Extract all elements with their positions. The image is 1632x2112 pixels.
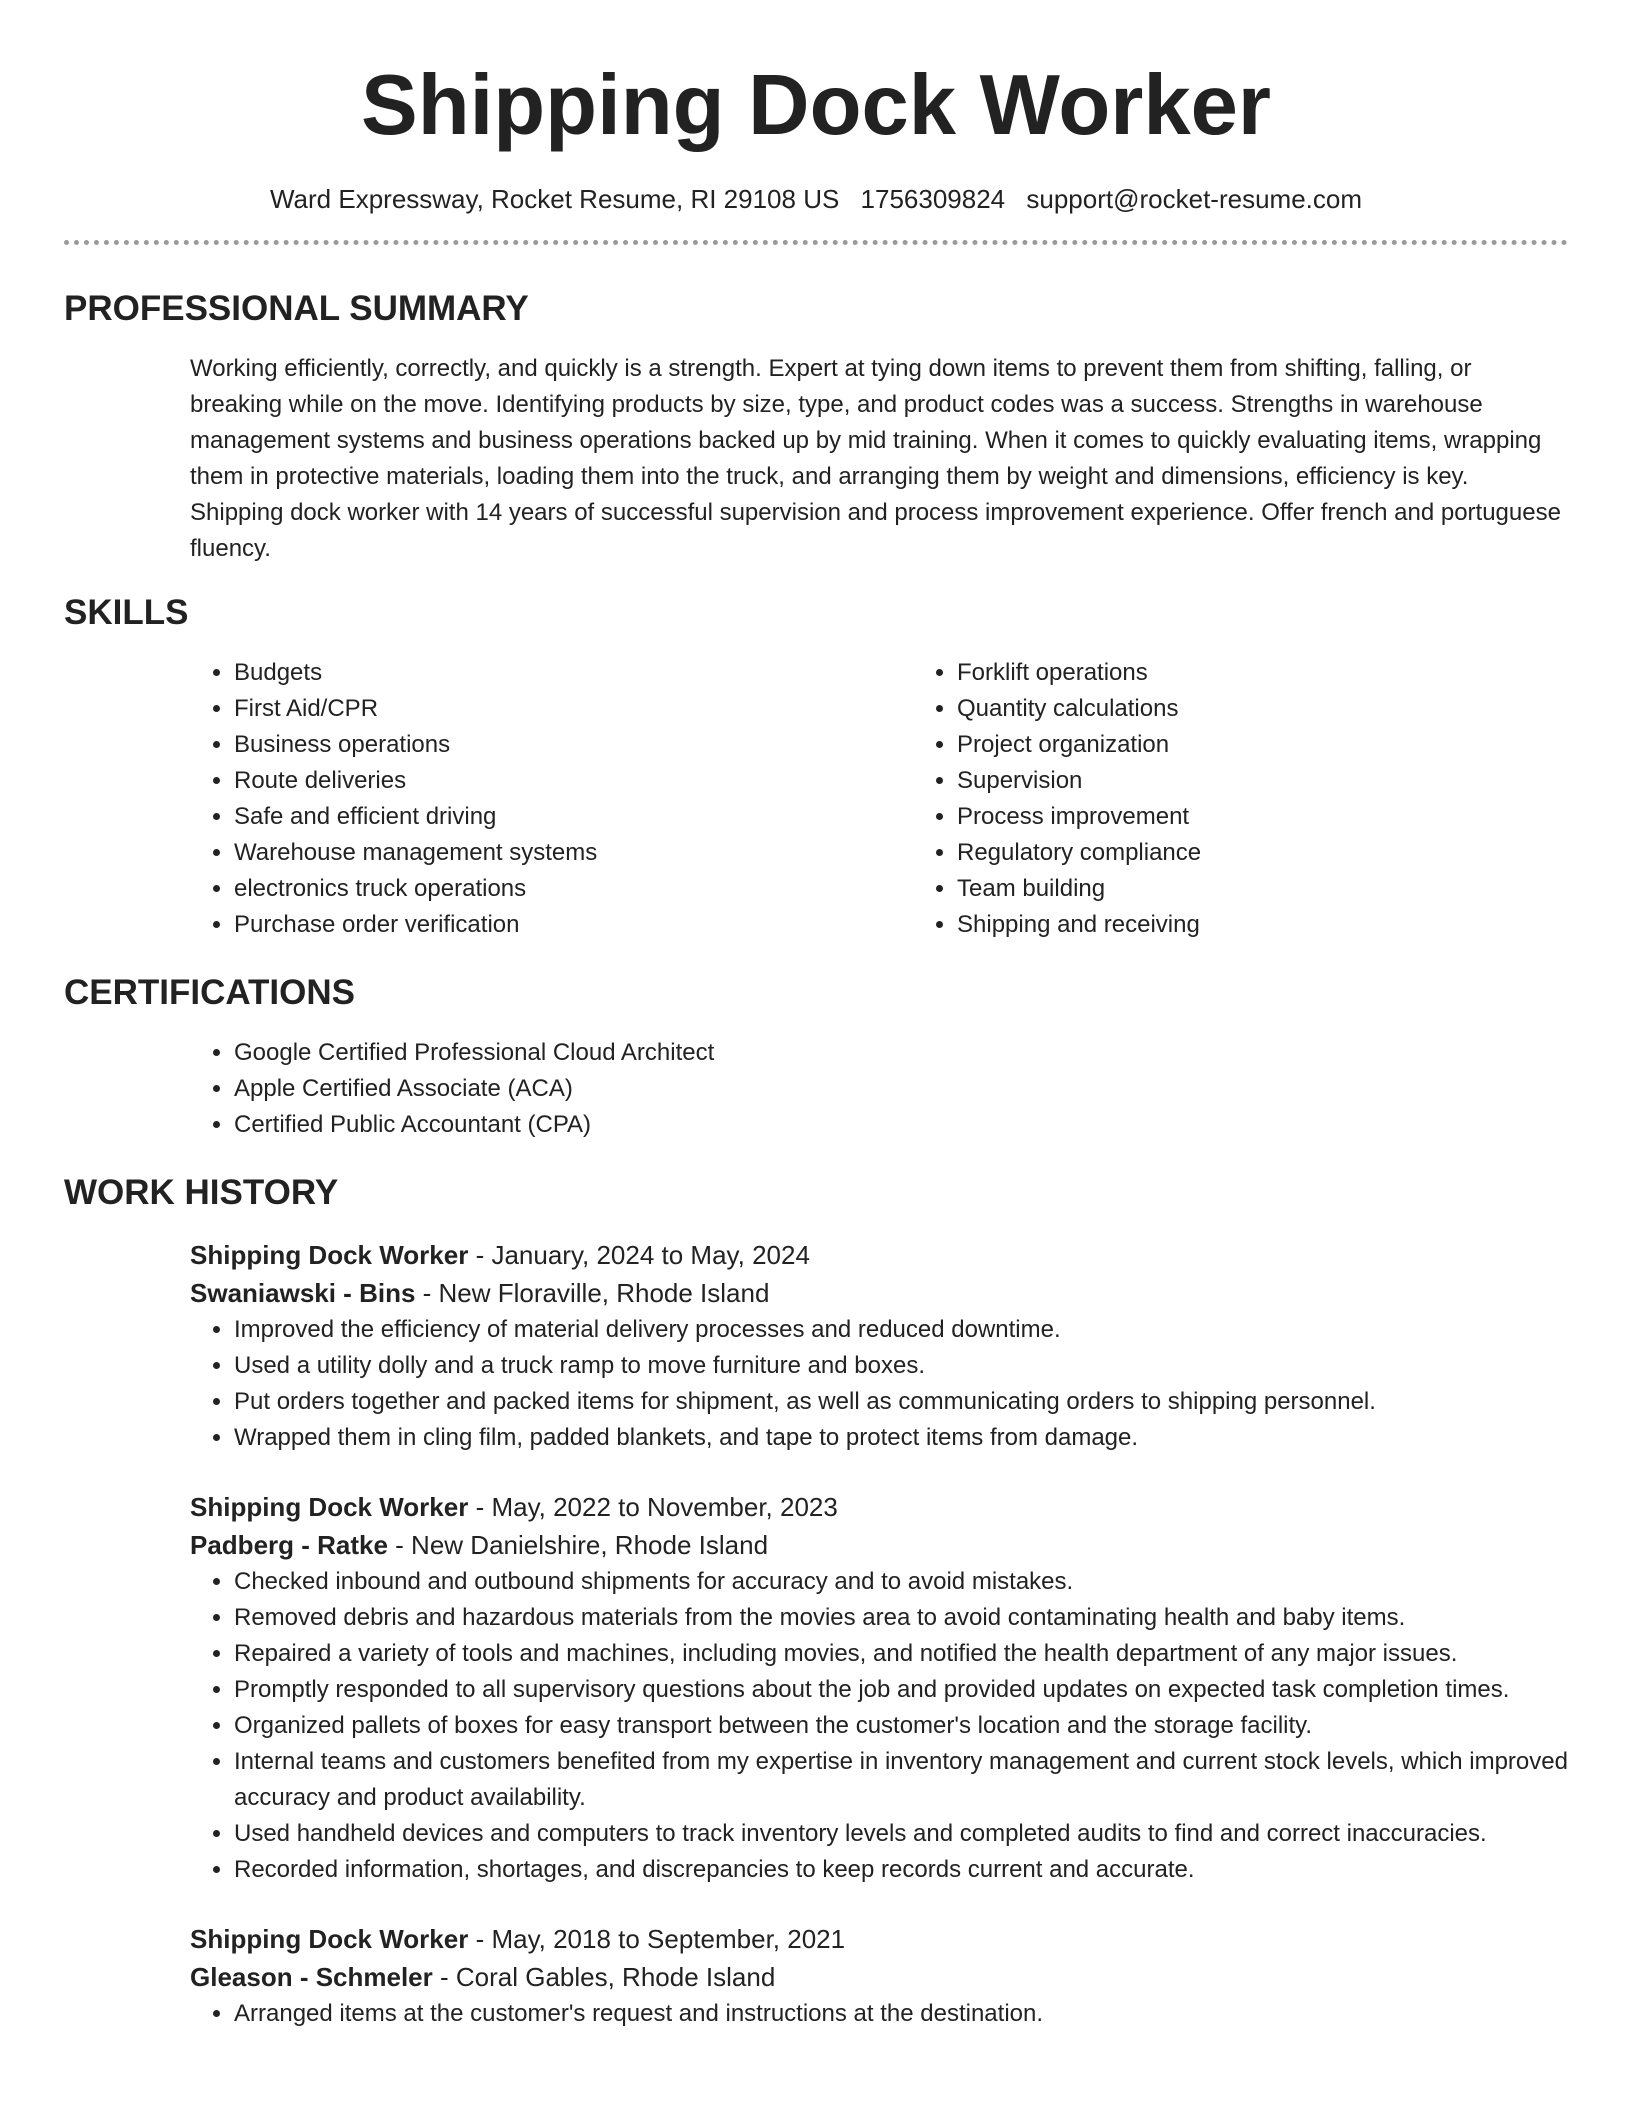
job-role: Shipping Dock Worker [190,1924,469,1954]
job-bullet: • Wrapped them in cling film, padded blankets, and tape to protect items from damage. [234,1420,1568,1456]
job-bullet: • Arranged items at the customer's request and instructions at the destination. [234,1996,1568,2032]
skill-item: • Warehouse management systems [234,835,913,871]
job-entry [190,1488,1568,1888]
certifications-heading: CERTIFICATIONS [64,973,356,1012]
skill-item: • Forklift operations [957,655,1557,691]
certification-item: • Apple Certified Associate (ACA) [234,1071,1568,1107]
skill-item: • Quantity calculations [957,691,1557,727]
skill-item: • Regulatory compliance [957,835,1557,871]
skills-list-right [913,655,1557,943]
job-dates: - January, 2024 to May, 2024 [468,1240,810,1270]
job-dates: - May, 2022 to November, 2023 [468,1492,838,1522]
contact-address: Ward Expressway, Rocket Resume, RI 29108 US [269,184,840,214]
skills-grid [190,655,1568,943]
certifications-block [190,1035,1568,1143]
job-bullet: • Removed debris and hazardous materials from the movies area to avoid contaminating health and baby items. [234,1600,1568,1636]
job-company: Swaniawski - Bins [190,1278,416,1308]
skill-item: • Route deliveries [234,763,913,799]
job-bullets [190,1996,1568,2032]
contact-phone: 1756309824 [860,184,1006,214]
job-bullet: • Organized pallets of boxes for easy transport between the customer's location and the storage facility. [234,1708,1568,1744]
summary-heading: PROFESSIONAL SUMMARY [64,289,529,328]
skill-item: • Team building [957,871,1557,907]
skills-list-left [190,655,913,943]
job-company-line [190,1274,1568,1312]
job-bullet: • Used handheld devices and computers to track inventory levels and completed audits to find and correct inaccuracies. [234,1816,1568,1852]
job-bullet: • Checked inbound and outbound shipments for accuracy and to avoid mistakes. [234,1564,1568,1600]
job-title-line [190,1920,1568,1958]
skill-item: • Project organization [957,727,1557,763]
job-role: Shipping Dock Worker [190,1240,469,1270]
skill-item: • Supervision [957,763,1557,799]
header-divider [64,240,1568,245]
job-bullet: • Promptly responded to all supervisory questions about the job and provided updates on expected task completion times. [234,1672,1568,1708]
job-bullet: • Improved the efficiency of material delivery processes and reduced downtime. [234,1312,1568,1348]
skill-item: • Budgets [234,655,913,691]
job-bullet: • Repaired a variety of tools and machines, including movies, and notified the health department of any major issues. [234,1636,1568,1672]
job-title-line [190,1236,1568,1274]
job-bullet: • Put orders together and packed items for shipment, as well as communicating orders to shipping personnel. [234,1384,1568,1420]
job-entry [190,1920,1568,2032]
skill-item: • First Aid/CPR [234,691,913,727]
skill-item: • Safe and efficient driving [234,799,913,835]
resume-name: Shipping Dock Worker [361,58,1271,153]
contact-email: support@rocket-resume.com [1026,184,1363,214]
job-bullet: • Used a utility dolly and a truck ramp to move furniture and boxes. [234,1348,1568,1384]
skill-item: • electronics truck operations [234,871,913,907]
job-dates: - May, 2018 to September, 2021 [468,1924,846,1954]
job-bullets [190,1564,1568,1888]
certification-item: • Google Certified Professional Cloud Architect [234,1035,1568,1071]
skill-item: • Purchase order verification [234,907,913,943]
contact-line [64,183,1568,215]
certification-item: • Certified Public Accountant (CPA) [234,1107,1568,1143]
job-role: Shipping Dock Worker [190,1492,469,1522]
job-location: - Coral Gables, Rhode Island [432,1962,776,1992]
summary-text: Working efficiently, correctly, and quickly is a strength. Expert at tying down items to prevent them from shifting, falling, or breaking while on the move. Identifying products by size, type, and product codes was a success. Strengths in warehouse management systems and business operations backed up by mid training. When it comes to quickly evaluating items, wrapping them in protective materials, loading them into the truck, and arranging them by weight and dimensions, efficiency is key. Shipping dock worker with 14 years of successful supervision and process improvement experience. Offer french and portuguese fluency. [190,355,1561,562]
job-company-line [190,1958,1568,1996]
job-location: - New Danielshire, Rhode Island [387,1530,769,1560]
job-title-line [190,1488,1568,1526]
skill-item: • Business operations [234,727,913,763]
job-company-line [190,1526,1568,1564]
skill-item: • Shipping and receiving [957,907,1557,943]
job-bullet: • Recorded information, shortages, and discrepancies to keep records current and accurate. [234,1852,1568,1888]
certifications-list [190,1035,1568,1143]
skills-heading: SKILLS [64,593,189,632]
job-bullet: • Internal teams and customers benefited from my expertise in inventory management and current stock levels, which improved accuracy and product availability. [234,1744,1568,1816]
job-company: Padberg - Ratke [190,1530,388,1560]
job-location: - New Floraville, Rhode Island [415,1278,770,1308]
job-entry [190,1236,1568,1456]
work-history-heading: WORK HISTORY [64,1173,339,1212]
resume-page [64,0,1568,2032]
skill-item: • Process improvement [957,799,1557,835]
job-bullets [190,1312,1568,1456]
job-company: Gleason - Schmeler [190,1962,433,1992]
